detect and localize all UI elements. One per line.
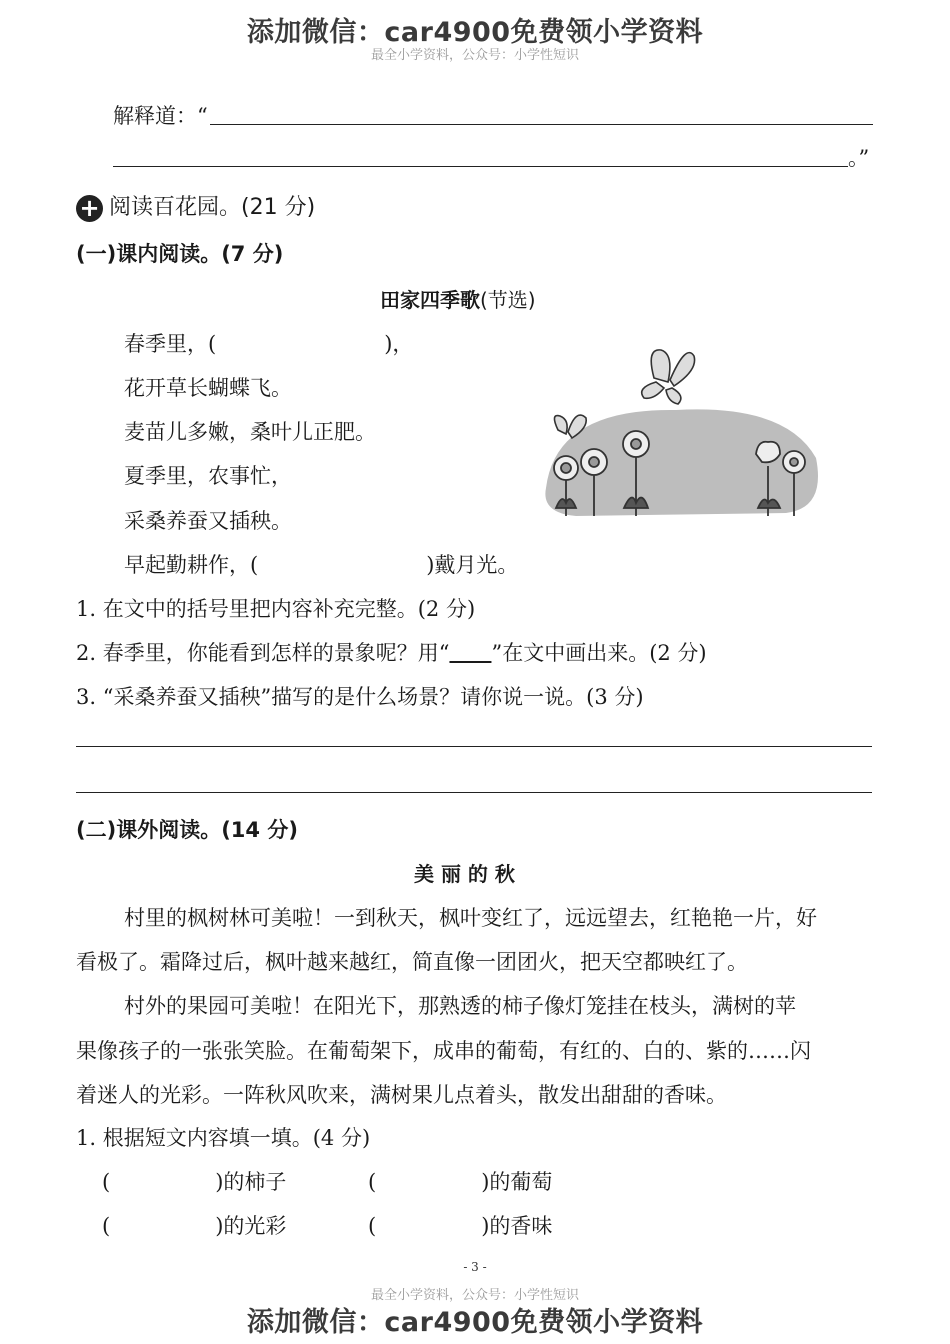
answer-line[interactable] (76, 792, 872, 793)
fill-blank[interactable]: ( )的香味 (368, 1214, 553, 1238)
passage-line: 村里的枫树林可美啦！一到秋天，枫叶变红了，远远望去，红艳艳一片，好 (124, 906, 817, 930)
passage-line: 看极了。霜降过后，枫叶越来越红，简直像一团团火，把天空都映红了。 (76, 950, 748, 974)
question-2: 2. 春季里，你能看到怎样的景象呢？用“ ”在文中画出来。(2 分) (76, 641, 707, 665)
answer-line[interactable] (210, 124, 873, 125)
poem-line: 花开草长蝴蝶飞。 (124, 376, 292, 400)
explain-end: 。” (848, 146, 870, 170)
plus-icon: + (76, 195, 103, 222)
poem-line: 夏季里，农事忙， (124, 464, 292, 488)
poem-title: 田家四季歌(节选) (380, 288, 536, 312)
question-3: 3. “采桑养蚕又插秧”描写的是什么场景？请你说一说。(3 分) (76, 685, 644, 709)
poem-line: 采桑养蚕又插秧。 (124, 509, 292, 533)
fill-blank[interactable]: ( )的葡萄 (368, 1170, 553, 1194)
fill-blank[interactable]: ( )的柿子 (102, 1170, 287, 1194)
section-title: + 阅读百花园。(21 分) (76, 190, 315, 222)
question-1: 1. 根据短文内容填一填。(4 分) (76, 1126, 371, 1150)
explain-label: 解释道：“ (113, 104, 208, 128)
poem-line: 春季里，( )， (124, 332, 414, 356)
fill-blank[interactable]: ( )的光彩 (102, 1214, 287, 1238)
passage-title: 美 丽 的 秋 (414, 862, 515, 886)
watermark-top-faint: 最全小学资料，公众号：小学性短识 (370, 48, 579, 63)
passage-line: 着迷人的光彩。一阵秋风吹来，满树果儿点着头，散发出甜甜的香味。 (76, 1083, 727, 1107)
poem-line: 早起勤耕作，( )戴月光。 (124, 553, 519, 577)
passage-line: 果像孩子的一张张笑脸。在葡萄架下，成串的葡萄，有红的、白的、紫的……闪 (76, 1039, 811, 1063)
passage-line: 村外的果园可美啦！在阳光下，那熟透的柿子像灯笼挂在枝头，满树的苹 (124, 994, 796, 1018)
page-number: - 3 - (463, 1260, 487, 1274)
part2-heading: (二)课外阅读。(14 分) (76, 818, 298, 842)
watermark-bottom: 添加微信：car4900免费领小学资料 (246, 1307, 704, 1338)
flower-butterfly-illustration (536, 338, 826, 528)
part1-heading: (一)课内阅读。(7 分) (76, 242, 284, 266)
answer-line[interactable] (76, 746, 872, 747)
answer-line[interactable] (113, 166, 848, 167)
watermark-top: 添加微信：car4900免费领小学资料 (246, 17, 704, 48)
question-1: 1. 在文中的括号里把内容补充完整。(2 分) (76, 597, 476, 621)
poem-line: 麦苗儿多嫩，桑叶儿正肥。 (124, 420, 376, 444)
watermark-bottom-faint: 最全小学资料，公众号：小学性短识 (370, 1288, 579, 1303)
